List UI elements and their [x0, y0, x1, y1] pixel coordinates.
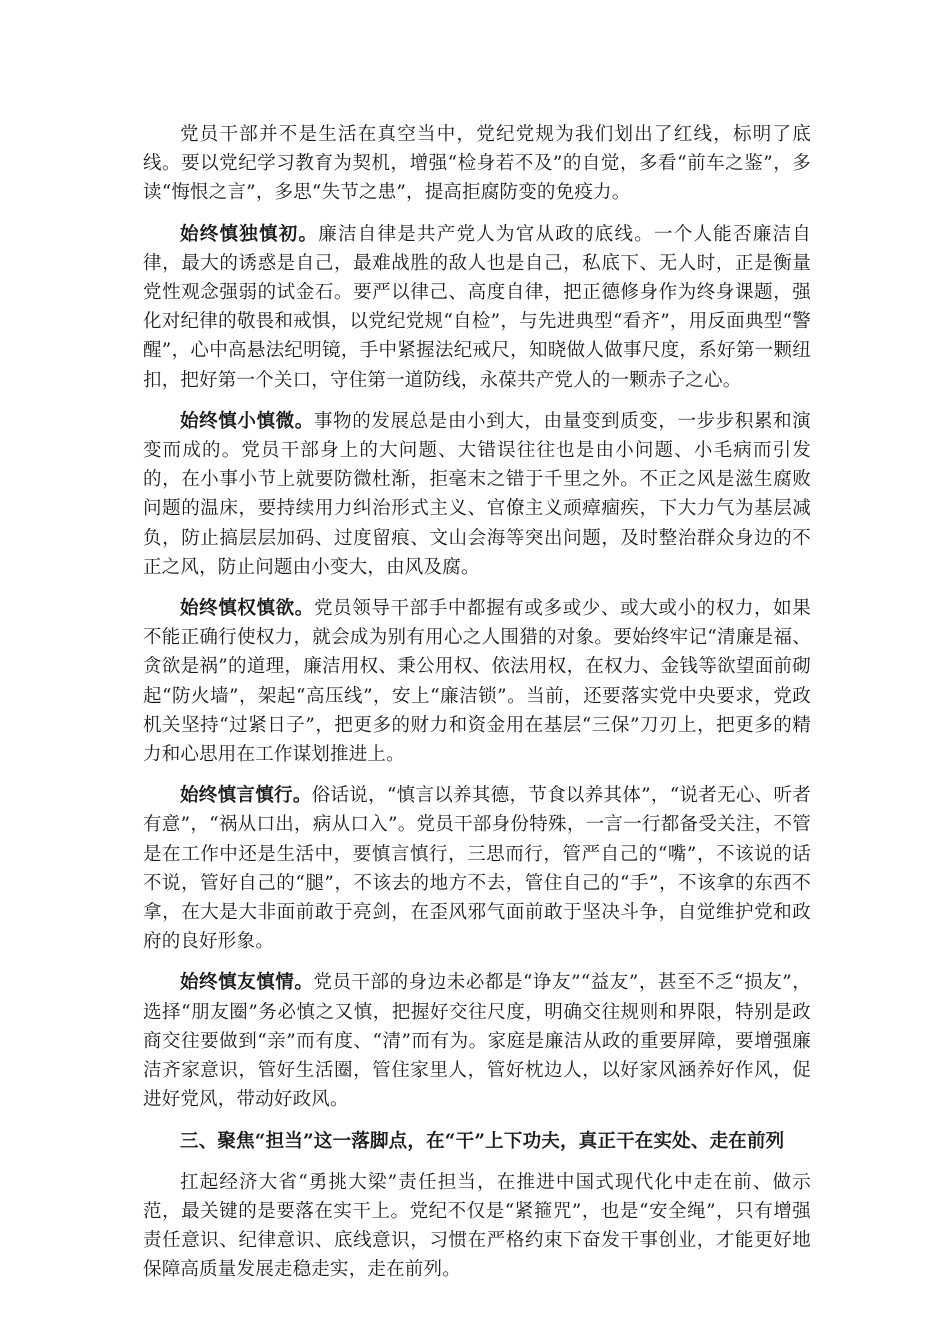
document-page	[143, 120, 811, 1297]
section-text: 党员干部的身边未必都是“诤友”“益友”，甚至不乏“损友”，选择“朋友圈”务必慎之又慎，把握好交往尺度，明确交往规则和界限，特别是政商交往要做到“亲”而有度、“清”而有为。家庭是廉洁从政的重要屏障，要增强廉洁齐家意识，管好生活圈，管住家里人，管好枕边人，以好家风涵养好作风，促进好党风，带动好政风。	[143, 972, 811, 1111]
section-lead: 始终慎言慎行。	[180, 785, 312, 807]
section-paragraph-shenxiao	[143, 407, 811, 582]
section-lead: 始终慎小慎微。	[180, 410, 314, 432]
section-text: 事物的发展总是由小到大，由量变到质变，一步步积累和演变而成的。党员干部身上的大问题、大错误往往也是由小问题、小毛病而引发的，在小事小节上就要防微杜渐，拒毫末之错于千里之外。不正之风是滋生腐败问题的温床，要持续用力纠治形式主义、官僚主义顽瘴痼疾，下大力气为基层减负，防止搞层层加码、过度留痕、文山会海等突出问题，及时整治群众身边的不正之风，防止问题由小变大，由风及腐。	[143, 410, 812, 578]
section-paragraph-shenquan	[143, 594, 811, 769]
section-heading-three: 三、聚焦“担当”这一落脚点，在“干”上下功夫，真正干在实处、走在前列	[180, 1130, 785, 1152]
section-paragraph-shenyan	[143, 781, 811, 956]
section-text: 党员领导干部手中都握有或多或少、或大或小的权力，如果不能正确行使权力，就会成为别有用心之人围猎的对象。要始终牢记“清廉是福、贪欲是祸”的道理，廉洁用权、秉公用权、依法用权，在权力、金钱等欲望面前砌起“防火墙”，架起“高压线”，安上“廉洁锁”。当前，还要落实党中央要求，党政机关坚持“过紧日子”，把更多的财力和资金用在基层“三保”刀刃上，把更多的精力和心思用在工作谋划推进上。	[143, 598, 812, 766]
section-lead: 始终慎权慎欲。	[180, 598, 314, 620]
section-text: 廉洁自律是共产党人为官从政的底线。一个人能否廉洁自律，最大的诱惑是自己，最难战胜的敌人也是自己，私底下、无人时，正是衡量党性观念强弱的试金石。要严以律己、高度自律，把正德修身作为终身课题，强化对纪律的敬畏和戒惧，以党纪党规“自检”，与先进典型“看齐”，用反面典型“警醒”，心中高悬法纪明镜，手中紧握法纪戒尺，知晓做人做事尺度，系好第一颗纽扣，把好第一个关口，守住第一道防线，永葆共产党人的一颗赤子之心。	[143, 223, 811, 391]
section-paragraph-shenyou	[143, 968, 811, 1114]
section-lead: 始终慎独慎初。	[180, 223, 319, 245]
intro-paragraph: 党员干部并不是生活在真空当中，党纪党规为我们划出了红线，标明了底线。要以党纪学习教育为契机，增强“检身若不及”的自觉，多看“前车之鉴”，多读“悔恨之言”，多思“失节之患”，提高拒腐防变的免疫力。	[143, 124, 811, 204]
section-lead: 始终慎友慎情。	[180, 972, 314, 994]
section-text: 俗话说，“慎言以养其德，节食以养其体”，“说者无心、听者有意”，“祸从口出，病从口入”。党员干部身份特殊，一言一行都备受关注，不管是在工作中还是生活中，要慎言慎行，三思而行，管严自己的“嘴”，不该说的话不说，管好自己的“腿”，不该去的地方不去，管住自己的“手”，不该拿的东西不拿，在大是大非面前敢于亮剑，在歪风邪气面前敢于坚决斗争，自觉维护党和政府的良好形象。	[143, 785, 811, 953]
closing-paragraph: 扛起经济大省“勇挑大梁”责任担当，在推进中国式现代化中走在前、做示范，最关键的是要落在实干上。党纪不仅是“紧箍咒”，也是“安全绳”，只有增强责任意识、纪律意识、底线意识，习惯在严格约束下奋发干事创业，才能更好地保障高质量发展走稳走实，走在前列。	[143, 1171, 811, 1281]
section-paragraph-shendu	[143, 220, 811, 395]
